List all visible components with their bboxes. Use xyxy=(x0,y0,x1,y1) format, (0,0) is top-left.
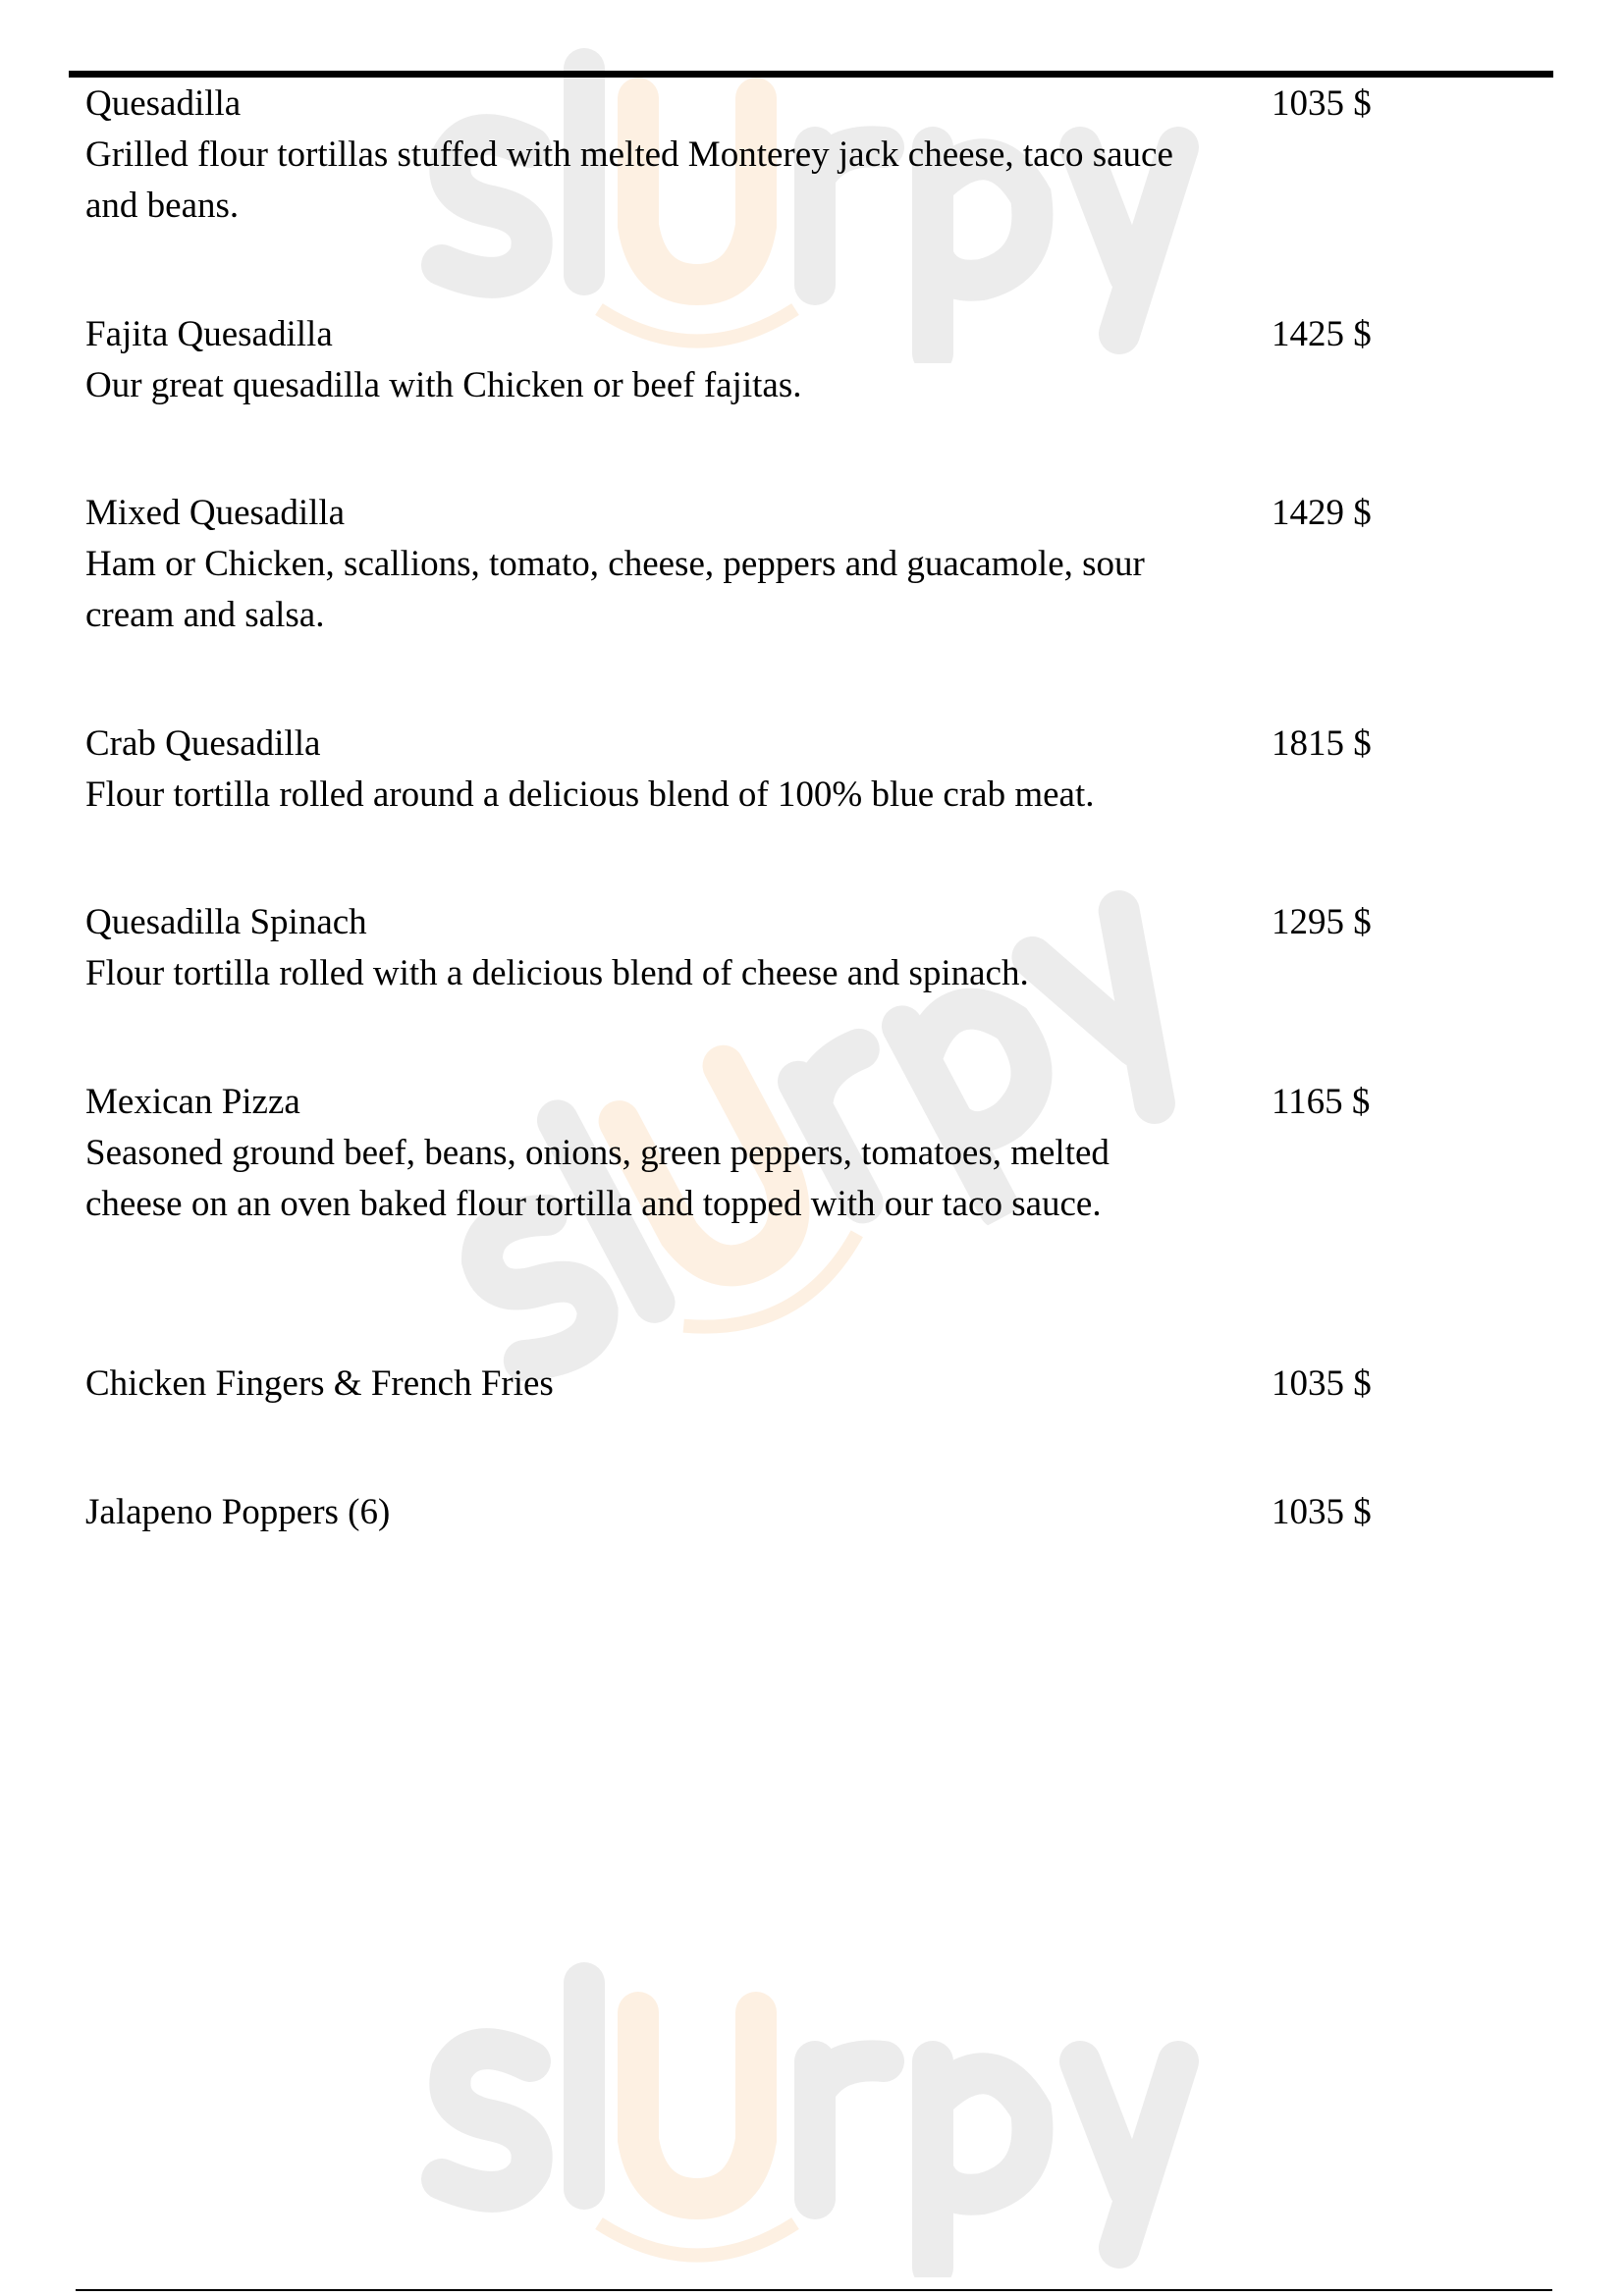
item-price: 1035 $ xyxy=(1272,83,1372,124)
menu-item xyxy=(85,1077,1558,1359)
item-price: 1295 $ xyxy=(1272,902,1372,942)
item-price: 1815 $ xyxy=(1272,723,1372,764)
item-description: Grilled flour tortillas stuffed with melted Monterey jack cheese, taco sauce and beans. xyxy=(85,134,1173,226)
bottom-divider xyxy=(76,2289,1552,2291)
item-name: Mexican Pizza xyxy=(85,1082,300,1122)
item-name: Mixed Quesadilla xyxy=(85,493,346,533)
item-name: Quesadilla Spinach xyxy=(85,902,367,942)
item-name: Fajita Quesadilla xyxy=(85,314,333,354)
top-divider xyxy=(69,71,1553,78)
menu-item xyxy=(85,488,1558,719)
menu-item xyxy=(85,1359,1558,1487)
item-name: Quesadilla xyxy=(85,83,242,124)
menu-item xyxy=(85,719,1558,897)
menu-list xyxy=(85,79,1558,1538)
menu-item xyxy=(85,897,1558,1077)
item-name: Chicken Fingers & French Fries xyxy=(85,1363,554,1404)
item-price: 1035 $ xyxy=(1272,1363,1372,1404)
menu-item xyxy=(85,1487,1558,1538)
item-description: Ham or Chicken, scallions, tomato, cheese, peppers and guacamole, sour cream and salsa. xyxy=(85,544,1145,635)
slurpy-watermark-logo xyxy=(403,1953,1208,2277)
item-description: Seasoned ground beef, beans, onions, green peppers, tomatoes, melted cheese on an oven baked flour tortilla and topped with our taco sauce. xyxy=(85,1133,1110,1224)
item-price: 1429 $ xyxy=(1272,493,1372,533)
item-price: 1425 $ xyxy=(1272,314,1372,354)
item-description: Flour tortilla rolled with a delicious blend of cheese and spinach. xyxy=(85,953,1029,993)
item-price: 1035 $ xyxy=(1272,1492,1372,1532)
item-name: Jalapeno Poppers (6) xyxy=(85,1492,391,1532)
menu-item xyxy=(85,79,1558,309)
menu-item xyxy=(85,309,1558,488)
item-name: Crab Quesadilla xyxy=(85,723,321,764)
item-description: Flour tortilla rolled around a delicious blend of 100% blue crab meat. xyxy=(85,774,1095,815)
item-price: 1165 $ xyxy=(1272,1082,1371,1122)
item-description: Our great quesadilla with Chicken or beef fajitas. xyxy=(85,365,802,405)
